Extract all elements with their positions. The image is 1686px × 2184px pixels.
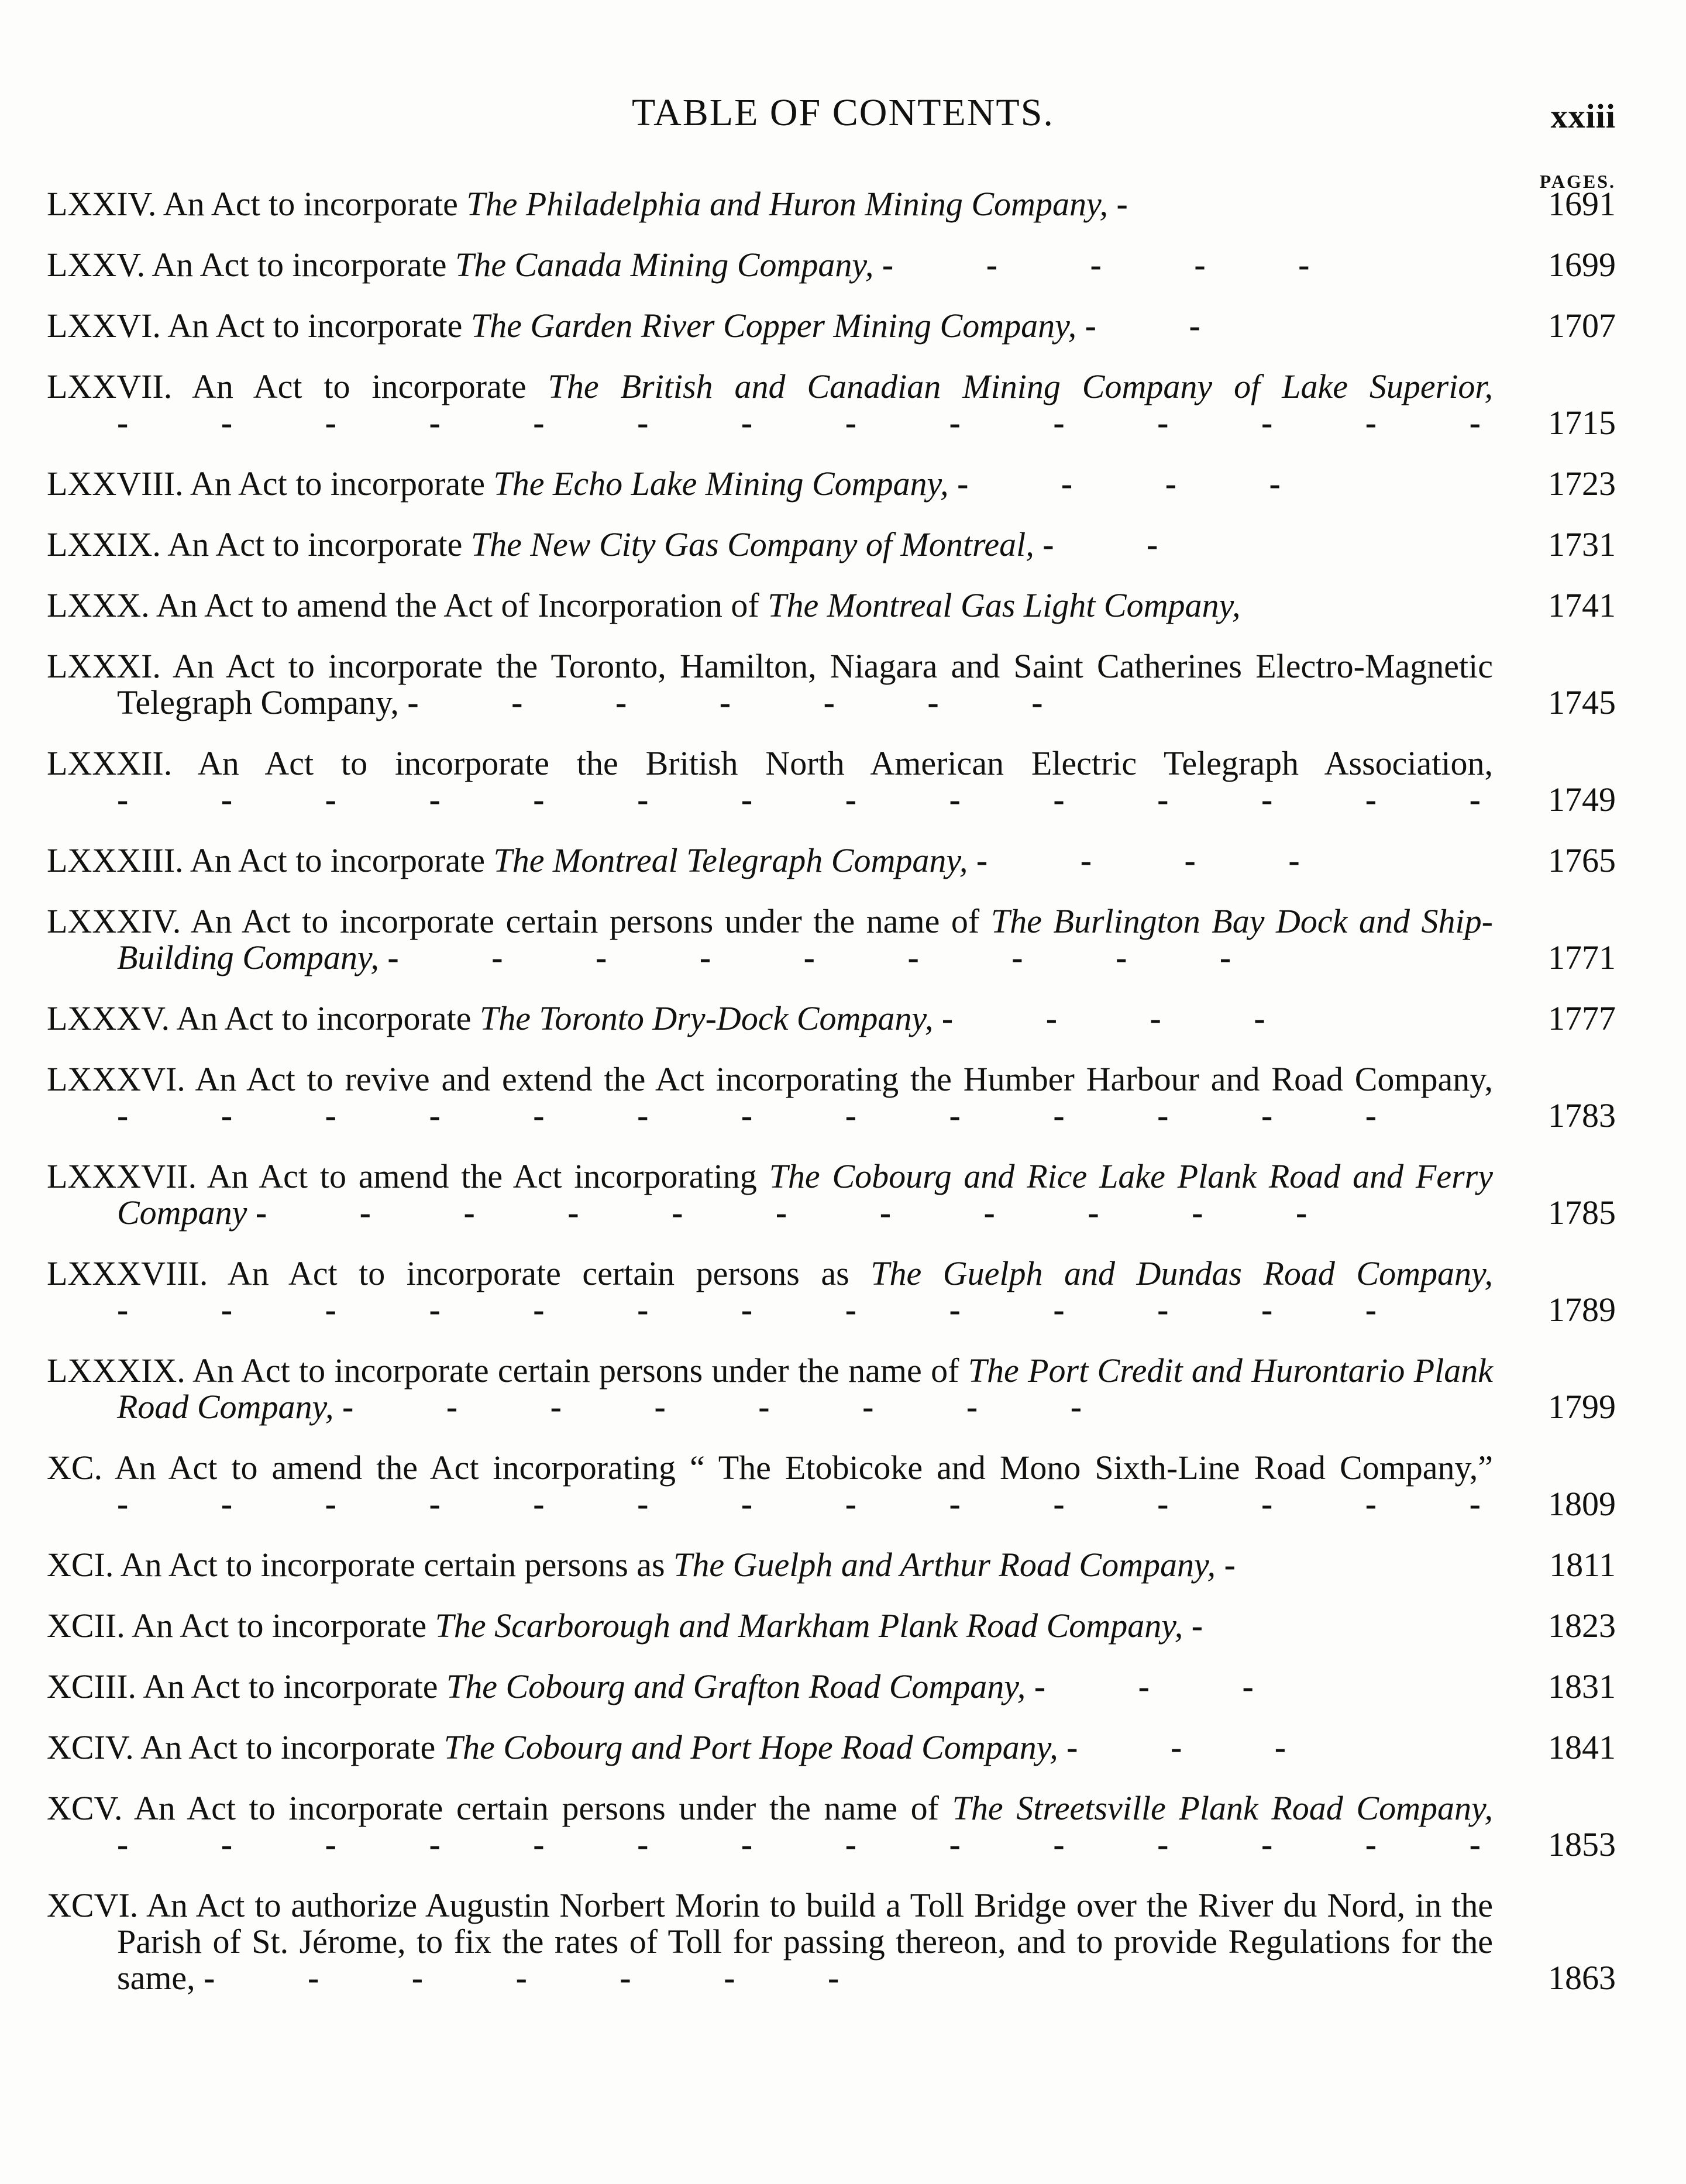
entry-text	[47, 308, 1493, 344]
entry-description: An Act to incorporate certain persons as	[120, 1546, 665, 1584]
entry-chapter-number: LXXX.	[47, 586, 150, 624]
entry-page-number: 1731	[1548, 525, 1616, 563]
entry-description: An Act to incorporate certain persons as	[227, 1254, 849, 1292]
entry-chapter-number: LXXIX.	[47, 525, 161, 563]
entry-chapter-number: XCV.	[47, 1789, 123, 1827]
entry-text	[47, 1729, 1493, 1766]
entry-text	[47, 1061, 1493, 1134]
dot-leaders: - - - - - - - - - - -	[255, 1194, 1350, 1232]
entry-page-number: 1715	[1548, 404, 1616, 442]
entry-chapter-number: LXXVII.	[47, 367, 173, 405]
contents-entry	[47, 1547, 1616, 1583]
dot-leaders: -	[1224, 1546, 1278, 1584]
entry-company-name: The Port Credit and Hurontario Plank Road Company,	[117, 1351, 1493, 1426]
entry-page-number: 1777	[1548, 999, 1616, 1037]
entry-text	[47, 1256, 1493, 1328]
entry-description: An Act to incorporate the British North American Electric Telegraph Association,	[197, 744, 1493, 782]
entry-page-number: 1699	[1548, 246, 1616, 284]
entry-chapter-number: LXXVIII.	[47, 465, 184, 503]
entry-description: An Act to incorporate	[140, 1728, 436, 1766]
contents-entry	[47, 587, 1616, 624]
entry-text	[47, 903, 1493, 976]
contents-entry	[47, 1353, 1616, 1425]
contents-entry	[47, 1669, 1616, 1705]
contents-entry	[47, 903, 1616, 976]
contents-list	[47, 186, 1616, 2021]
dot-leaders: - - - - - - -	[204, 1959, 882, 1997]
entry-chapter-number: LXXXVI.	[47, 1060, 185, 1098]
entry-chapter-number: LXXXV.	[47, 999, 170, 1037]
entry-chapter-number: XC.	[47, 1449, 103, 1487]
entry-description: An Act to incorporate	[143, 1667, 438, 1705]
entry-chapter-number: LXXIV.	[47, 185, 157, 223]
entry-company-name: The Scarborough and Markham Plank Road Company,	[435, 1607, 1183, 1645]
entry-description: An Act to incorporate	[190, 465, 485, 503]
entry-company-name: The Cobourg and Grafton Road Company,	[446, 1667, 1026, 1705]
entry-text	[47, 367, 1523, 442]
entry-chapter-number: LXXXIX.	[47, 1351, 185, 1389]
contents-entry	[47, 842, 1616, 879]
entry-chapter-number: LXXXIII.	[47, 841, 184, 879]
entry-chapter-number: LXXXVII.	[47, 1157, 197, 1195]
entry-company-name: The Streetsville Plank Road Company,	[952, 1789, 1494, 1827]
entry-page-number: 1863	[1548, 1959, 1616, 1997]
entry-text	[47, 1547, 1493, 1583]
entry-text	[47, 1158, 1493, 1231]
entry-chapter-number: LXXXI.	[47, 647, 161, 685]
dot-leaders: - -	[1085, 307, 1243, 345]
entry-page-number: 1785	[1548, 1194, 1616, 1232]
dot-leaders: - -	[1042, 525, 1200, 563]
pages-column-heading: PAGES.	[1539, 171, 1616, 192]
entry-text	[47, 587, 1493, 624]
contents-entry	[47, 1256, 1616, 1328]
entry-chapter-number: XCIV.	[47, 1728, 134, 1766]
entry-chapter-number: XCIII.	[47, 1667, 137, 1705]
contents-entry	[47, 369, 1616, 441]
entry-company-name: The British and Canadian Mining Company of Lake Superior,	[548, 367, 1494, 405]
entry-description: An Act to incorporate	[167, 307, 463, 345]
dot-leaders: - - -	[1066, 1728, 1329, 1766]
entry-description: An Act to incorporate	[163, 185, 458, 223]
entry-description: An Act to authorize Augustin Norbert Morin to build a Toll Bridge over the River du Nord, in the Parish of St. Jérome, to fix the rates of Toll for passing thereon, and to provide Regulations for the same,	[117, 1886, 1493, 1997]
entry-chapter-number: LXXXII.	[47, 744, 173, 782]
entry-text	[47, 247, 1493, 283]
entry-company-name: The Guelph and Arthur Road Company,	[673, 1546, 1216, 1584]
dot-leaders: - - - - - - - - - - - - -	[117, 1291, 1419, 1329]
entry-description: An Act to incorporate	[167, 525, 463, 563]
entry-company-name: The Philadelphia and Huron Mining Company,	[466, 185, 1108, 223]
dot-leaders: - - - - - - - - - - - - - -	[117, 404, 1523, 442]
dot-leaders: - - - - -	[882, 246, 1352, 284]
entry-description: An Act to incorporate	[192, 367, 527, 405]
dot-leaders: - - - - - - - - - - - - -	[117, 1096, 1419, 1134]
entry-text	[47, 527, 1493, 563]
entry-description: An Act to revive and extend the Act incorporating the Humber Harbour and Road Company,	[195, 1060, 1494, 1098]
entry-text	[47, 1887, 1493, 1996]
dot-leaders: - - - - - - -	[407, 683, 1085, 721]
dot-leaders: - - - - - - - - -	[387, 938, 1274, 976]
entry-text	[47, 842, 1493, 879]
entry-company-name: The Cobourg and Port Hope Road Company,	[443, 1728, 1058, 1766]
dot-leaders: -	[1191, 1607, 1245, 1645]
entry-page-number: 1799	[1548, 1388, 1616, 1426]
contents-entry	[47, 1887, 1616, 1996]
dot-leaders: - - - -	[941, 999, 1307, 1037]
contents-entry	[47, 308, 1616, 344]
dot-leaders: - - - - - - - - - - - - - -	[117, 1825, 1523, 1863]
dot-leaders: - - -	[1034, 1667, 1296, 1705]
entry-chapter-number: XCI.	[47, 1546, 114, 1584]
contents-entry	[47, 247, 1616, 283]
dot-leaders: -	[1116, 185, 1170, 223]
entry-company-name: The Toronto Dry-Dock Company,	[479, 999, 934, 1037]
dot-leaders: - - - -	[976, 841, 1342, 879]
contents-entry	[47, 1000, 1616, 1037]
entry-page-number: 1783	[1548, 1096, 1616, 1134]
entry-page-number: 1841	[1548, 1728, 1616, 1766]
entry-page-number: 1811	[1549, 1546, 1616, 1584]
contents-entry	[47, 1608, 1616, 1644]
entry-text	[47, 1789, 1523, 1863]
contents-entry	[47, 1790, 1616, 1863]
entry-description: An Act to incorporate	[176, 999, 472, 1037]
dot-leaders: - - - - - - - -	[342, 1388, 1124, 1426]
contents-entry	[47, 1061, 1616, 1134]
entry-page-number: 1831	[1548, 1667, 1616, 1705]
entry-text	[47, 1449, 1523, 1523]
entry-text	[47, 186, 1493, 222]
entry-chapter-number: XCII.	[47, 1607, 125, 1645]
entry-text	[47, 466, 1493, 502]
contents-entry	[47, 1729, 1616, 1766]
entry-company-name: The Montreal Telegraph Company,	[493, 841, 968, 879]
contents-entry	[47, 1450, 1616, 1522]
entry-page-number: 1771	[1548, 938, 1616, 976]
contents-entry	[47, 648, 1616, 721]
dot-leaders: - - - -	[957, 465, 1323, 503]
entry-description: An Act to incorporate	[152, 246, 447, 284]
entry-description: An Act to incorporate	[132, 1607, 427, 1645]
entry-description: An Act to incorporate certain persons under the name of	[190, 902, 980, 940]
entry-page-number: 1723	[1548, 465, 1616, 503]
entry-description: An Act to amend the Act incorporating	[207, 1157, 757, 1195]
entry-description: An Act to incorporate certain persons under the name of	[192, 1351, 959, 1389]
entry-page-number: 1765	[1548, 841, 1616, 879]
entry-chapter-number: LXXXIV.	[47, 902, 181, 940]
contents-entry	[47, 186, 1616, 222]
entry-chapter-number: LXXXVIII.	[47, 1254, 208, 1292]
entry-page-number: 1691	[1548, 185, 1616, 223]
entry-description: An Act to incorporate the Toronto, Hamilton, Niagara and Saint Catherines Electro-Magnetic Telegraph Company,	[117, 647, 1493, 721]
contents-entry	[47, 1158, 1616, 1231]
entry-company-name: The Canada Mining Company,	[455, 246, 874, 284]
entry-chapter-number: XCVI.	[47, 1886, 139, 1924]
entry-company-name: The Montreal Gas Light Company,	[768, 586, 1241, 624]
entry-company-name: The Burlington Bay Dock and Ship-Building Company,	[117, 902, 1493, 976]
entry-page-number: 1741	[1548, 586, 1616, 624]
entry-company-name: The Garden River Copper Mining Company,	[470, 307, 1077, 345]
dot-leaders: - - - - - - - - - - - - - -	[117, 1485, 1523, 1523]
entry-text	[47, 744, 1523, 818]
entry-page-number: 1749	[1548, 780, 1616, 818]
entry-page-number: 1823	[1548, 1607, 1616, 1645]
entry-description: An Act to amend the Act incorporating “ The Etobicoke and Mono Sixth-Line Road Company,”	[114, 1449, 1493, 1487]
contents-entry	[47, 745, 1616, 818]
entry-page-number: 1745	[1548, 683, 1616, 721]
dot-leaders: - - - - - - - - - - - - - -	[117, 780, 1523, 818]
entry-company-name: The Guelph and Dundas Road Company,	[870, 1254, 1493, 1292]
entry-text	[47, 1669, 1493, 1705]
entry-company-name: The Echo Lake Mining Company,	[493, 465, 949, 503]
page-number: xxiii	[1550, 97, 1616, 135]
contents-entry	[47, 466, 1616, 502]
entry-description: An Act to amend the Act of Incorporation of	[156, 586, 759, 624]
entry-company-name: The New City Gas Company of Montreal,	[470, 525, 1034, 563]
entry-chapter-number: LXXVI.	[47, 307, 161, 345]
running-title: TABLE OF CONTENTS.	[632, 91, 1054, 134]
entry-text	[47, 1353, 1493, 1425]
entry-company-name: The Cobourg and Rice Lake Plank Road and Ferry Company	[117, 1157, 1493, 1232]
entry-text	[47, 1000, 1493, 1037]
entry-text	[47, 648, 1493, 721]
entry-text	[47, 1608, 1493, 1644]
entry-page-number: 1853	[1548, 1825, 1616, 1863]
entry-page-number: 1707	[1548, 307, 1616, 345]
contents-entry	[47, 527, 1616, 563]
entry-page-number: 1809	[1548, 1485, 1616, 1523]
entry-page-number: 1789	[1548, 1291, 1616, 1329]
entry-description: An Act to incorporate	[190, 841, 485, 879]
entry-chapter-number: LXXV.	[47, 246, 146, 284]
entry-description: An Act to incorporate certain persons under the name of	[133, 1789, 939, 1827]
